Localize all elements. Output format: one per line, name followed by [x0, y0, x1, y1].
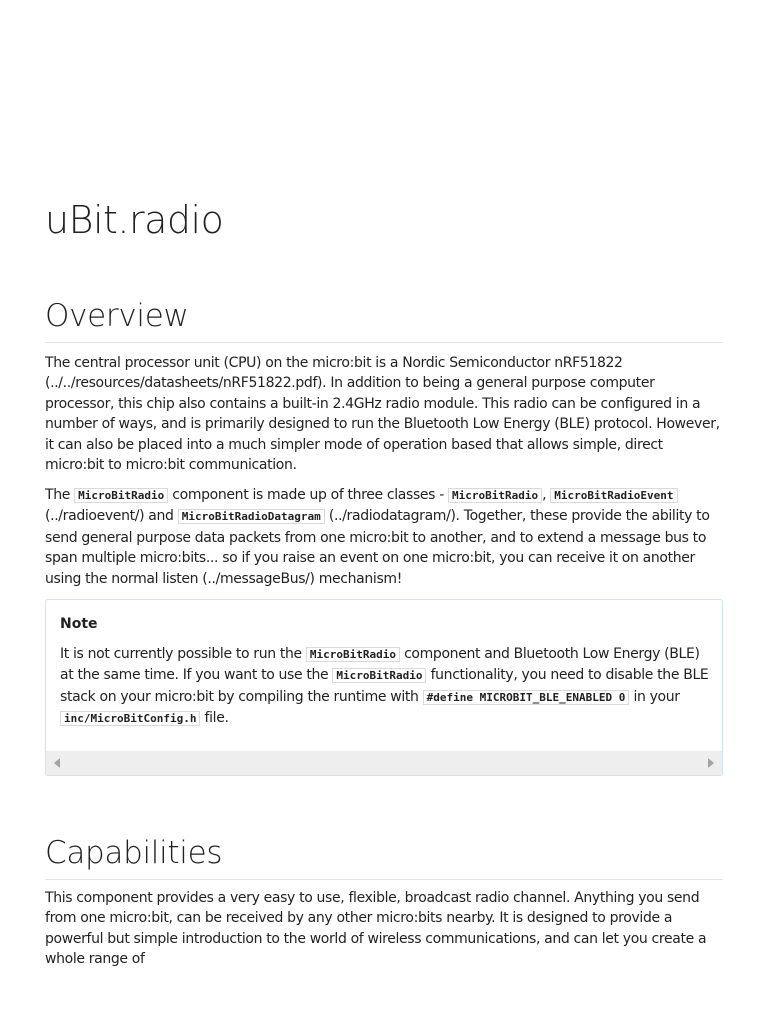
text-run: (../radioevent/) and — [45, 508, 178, 525]
note-title: Note — [60, 616, 98, 632]
overview-paragraph-1: The central processor unit (CPU) on the micro:bit is a Nordic Semiconductor nRF51822 (../../resources/datasheets/nRF51822.pdf). In addition to being a general purpose computer processor, this chip also contains a built-in 2.4GHz radio module. This radio can be configured in a number of ways, and is primarily designed to run the Bluetooth Low Energy (BLE) protocol. However, it can also be placed into a much simpler mode of operation based that allows simple, direct micro:bit to micro:bit communication. — [45, 355, 720, 474]
text-run: in your — [629, 688, 680, 705]
scroll-left-arrow-icon[interactable] — [54, 758, 60, 768]
scroll-right-arrow-icon[interactable] — [708, 758, 714, 768]
inline-code: MicroBitRadio — [448, 488, 542, 503]
overview-paragraph-2 — [45, 485, 723, 589]
text-run: (../radiodatagram/). Together, these provide the ability to send general purpose data packets from one micro:bit to another, and to extend a message bus to span multiple micro:bits... so if you raise an event on one micro:bit, you can receive it on another using the normal listen (../messageBus/) mechanism! — [45, 508, 710, 587]
inline-code: MicroBitRadioDatagram — [178, 509, 325, 524]
page-title: uBit.radio — [45, 198, 224, 242]
inline-code: MicroBitRadioEvent — [550, 488, 677, 503]
inline-code: #define MICROBIT_BLE_ENABLED 0 — [423, 690, 630, 705]
text-run: component is made up of three classes - — [168, 487, 448, 503]
text-run: component and Bluetooth Low Energy (BLE) at the same time. If you want to use the — [60, 646, 700, 684]
text-run: It is not currently possible to run the — [60, 646, 306, 662]
overview-heading: Overview — [45, 296, 723, 343]
note-admonition — [45, 599, 723, 776]
inline-code: MicroBitRadio — [332, 668, 426, 683]
inline-code: MicroBitRadio — [306, 647, 400, 662]
text-run: The — [45, 487, 75, 503]
horizontal-scrollbar[interactable] — [46, 751, 722, 775]
text-run: file. — [200, 710, 229, 727]
inline-code: inc/MicroBitConfig.h — [60, 711, 200, 726]
capabilities-heading: Capabilities — [45, 833, 723, 880]
note-body — [60, 644, 710, 730]
inline-code: MicroBitRadio — [74, 488, 168, 503]
capabilities-paragraph-1: This component provides a very easy to use, flexible, broadcast radio channel. Anything you send from one micro:bit, can be received by any other micro:bits nearby. It is designed to provide a powerful but simple introduction to the world of wireless communications, and can let you create a whole range of — [45, 890, 707, 968]
text-run: functionality, you need to disable the BLE stack on your micro:bit by compiling the runtime with — [60, 667, 709, 705]
text-run: , — [542, 487, 551, 503]
